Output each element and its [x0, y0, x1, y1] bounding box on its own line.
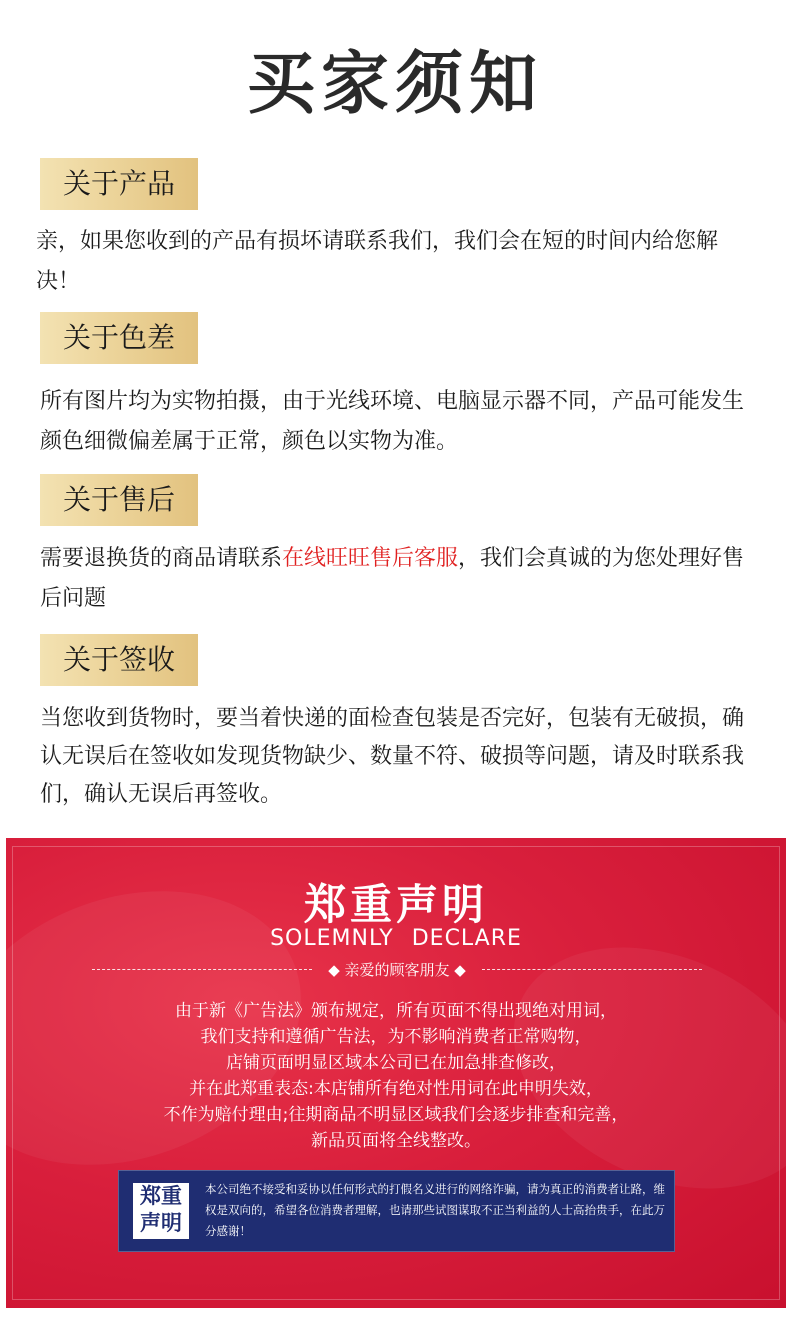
declaration-line: 并在此郑重表态:本店铺所有绝对性用词在此申明失效，	[189, 1079, 603, 1099]
notice-text: 本公司绝不接受和妥协以任何形式的打假名义进行的网络诈骗，请为真正的消费者让路，维权是双向的，希望各位消费者理解，也请那些试图谋取不正当利益的人士高抬贵手，在此万分感谢！	[205, 1182, 665, 1238]
divider	[482, 969, 702, 970]
declaration-line: 由于新《广告法》颁布规定，所有页面不得出现绝对用词，	[175, 1001, 617, 1021]
declaration-subtitle: SOLEMNLY DECLARE	[270, 926, 522, 951]
seal-line: 郑重	[140, 1184, 182, 1208]
section-text-color: 所有图片均为实物拍摄，由于光线环境、电脑显示器不同，产品可能发生颜色细微偏差属于正常，颜色以实物为准。	[40, 389, 745, 454]
section-tag-aftersale: 关于售后	[40, 474, 198, 526]
section-text-receipt: 当您收到货物时，要当着快递的面检查包装是否完好，包装有无破损，确认无误后在签收如发现货物缺少、数量不符、破损等问题，请及时联系我们，确认无误后再签收。	[40, 706, 745, 807]
section-text-aftersale	[40, 539, 760, 619]
declaration-title: 郑重声明	[303, 880, 488, 929]
aftersale-text-before: 需要退换货的商品请联系	[40, 546, 283, 571]
declaration-line: 我们支持和遵循广告法，为不影响消费者正常购物，	[200, 1027, 592, 1047]
anti-fraud-notice	[118, 1170, 675, 1252]
declaration-line: 店铺页面明显区域本公司已在加急排查修改，	[226, 1053, 566, 1073]
declaration-banner	[6, 838, 786, 1308]
section-text-product: 亲，如果您收到的产品有损坏请联系我们，我们会在短的时间内给您解决！	[36, 229, 719, 294]
declaration-line: 新品页面将全线整改。	[311, 1131, 481, 1151]
seal-line: 声明	[140, 1211, 182, 1235]
greeting-row	[92, 958, 702, 982]
aftersale-service-link[interactable]: 在线旺旺售后客服	[282, 546, 459, 571]
page-title: 买家须知	[246, 45, 543, 124]
greeting-text: ◆ 亲爱的顾客朋友 ◆	[328, 961, 466, 979]
section-tag-color: 关于色差	[40, 312, 198, 364]
aftersale-text-after: ，我们会真诚的为您处理好售后问题	[40, 546, 745, 611]
declaration-seal	[133, 1183, 189, 1239]
section-tag-product: 关于产品	[40, 158, 198, 210]
section-tag-receipt: 关于签收	[40, 634, 198, 686]
declaration-line: 不作为赔付理由;往期商品不明显区域我们会逐步排查和完善，	[163, 1105, 629, 1125]
